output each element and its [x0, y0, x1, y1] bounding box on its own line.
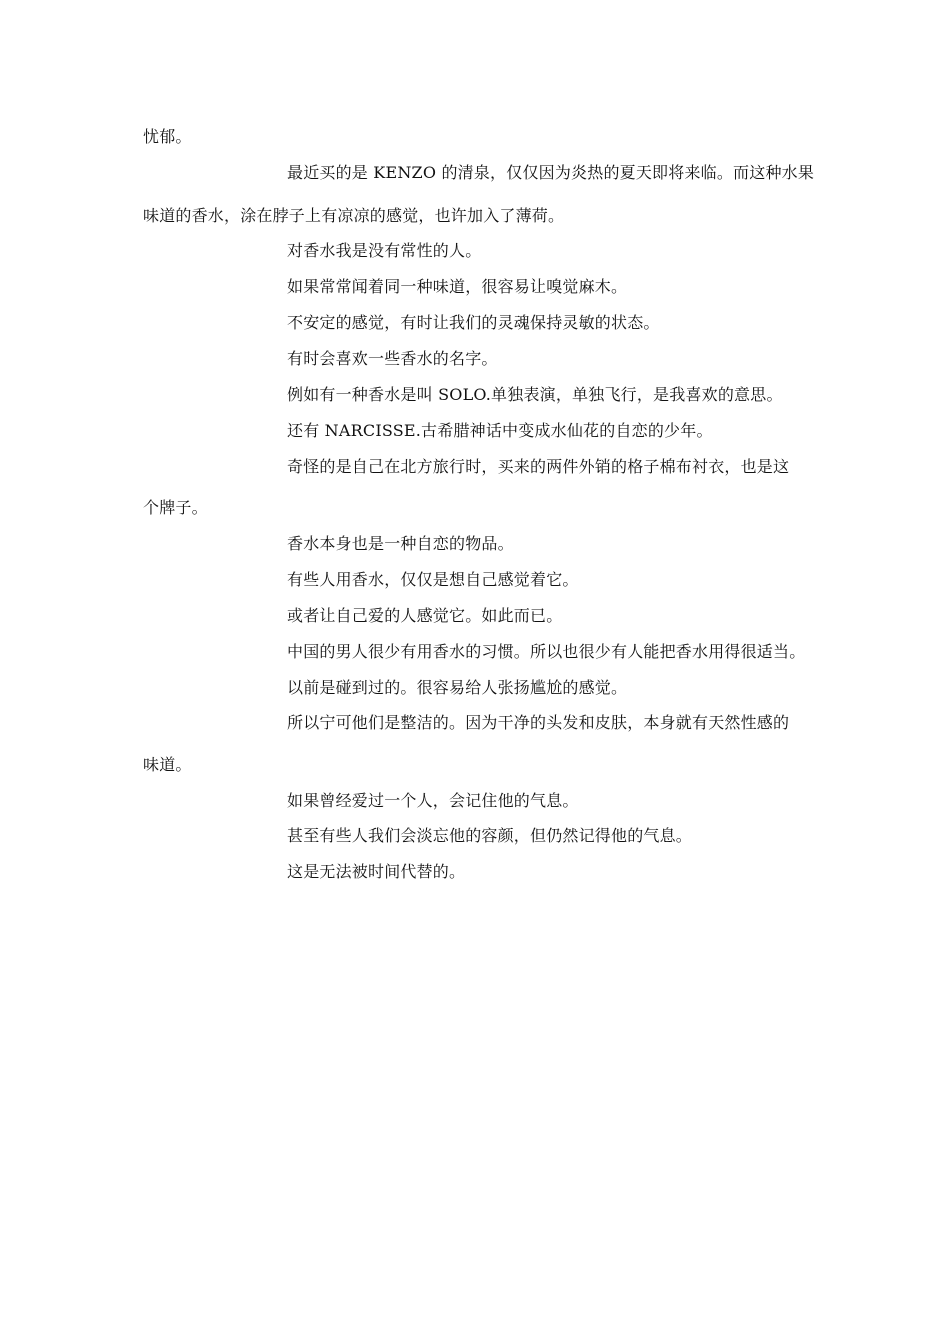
- paragraph-line: 最近买的是 KENZO 的清泉，仅仅因为炎热的夏天即将来临。而这种水果: [287, 163, 815, 182]
- paragraph-line: 个牌子。: [143, 498, 208, 517]
- paragraph-line: 有时会喜欢一些香水的名字。: [287, 349, 498, 368]
- paragraph-line: 奇怪的是自己在北方旅行时，买来的两件外销的格子棉布衬衣，也是这: [287, 457, 790, 476]
- paragraph-line: 中国的男人很少有用香水的习惯。所以也很少有人能把香水用得很适当。: [287, 642, 806, 661]
- paragraph-line: 所以宁可他们是整洁的。因为干净的头发和皮肤，本身就有天然性感的: [287, 713, 790, 732]
- paragraph-line: 这是无法被时间代替的。: [287, 862, 466, 881]
- paragraph-line: 或者让自己爱的人感觉它。如此而已。: [287, 606, 563, 625]
- paragraph-line: 如果曾经爱过一个人，会记住他的气息。: [287, 791, 579, 810]
- paragraph-line: 以前是碰到过的。很容易给人张扬尴尬的感觉。: [287, 678, 628, 697]
- paragraph-line: 味道的香水，涂在脖子上有凉凉的感觉，也许加入了薄荷。: [143, 206, 565, 225]
- paragraph-line: 如果常常闻着同一种味道，很容易让嗅觉麻木。: [287, 277, 628, 296]
- paragraph-line: 香水本身也是一种自恋的物品。: [287, 534, 514, 553]
- paragraph-line: 忧郁。: [143, 127, 192, 146]
- paragraph-line: 味道。: [143, 755, 192, 774]
- paragraph-line: 不安定的感觉，有时让我们的灵魂保持灵敏的状态。: [287, 313, 660, 332]
- paragraph-line: 甚至有些人我们会淡忘他的容颜，但仍然记得他的气息。: [287, 826, 693, 845]
- paragraph-line: 对香水我是没有常性的人。: [287, 241, 482, 260]
- paragraph-line: 例如有一种香水是叫 SOLO.单独表演，单独飞行，是我喜欢的意思。: [287, 385, 783, 404]
- paragraph-line: 还有 NARCISSE.古希腊神话中变成水仙花的自恋的少年。: [287, 421, 713, 440]
- paragraph-line: 有些人用香水，仅仅是想自己感觉着它。: [287, 570, 579, 589]
